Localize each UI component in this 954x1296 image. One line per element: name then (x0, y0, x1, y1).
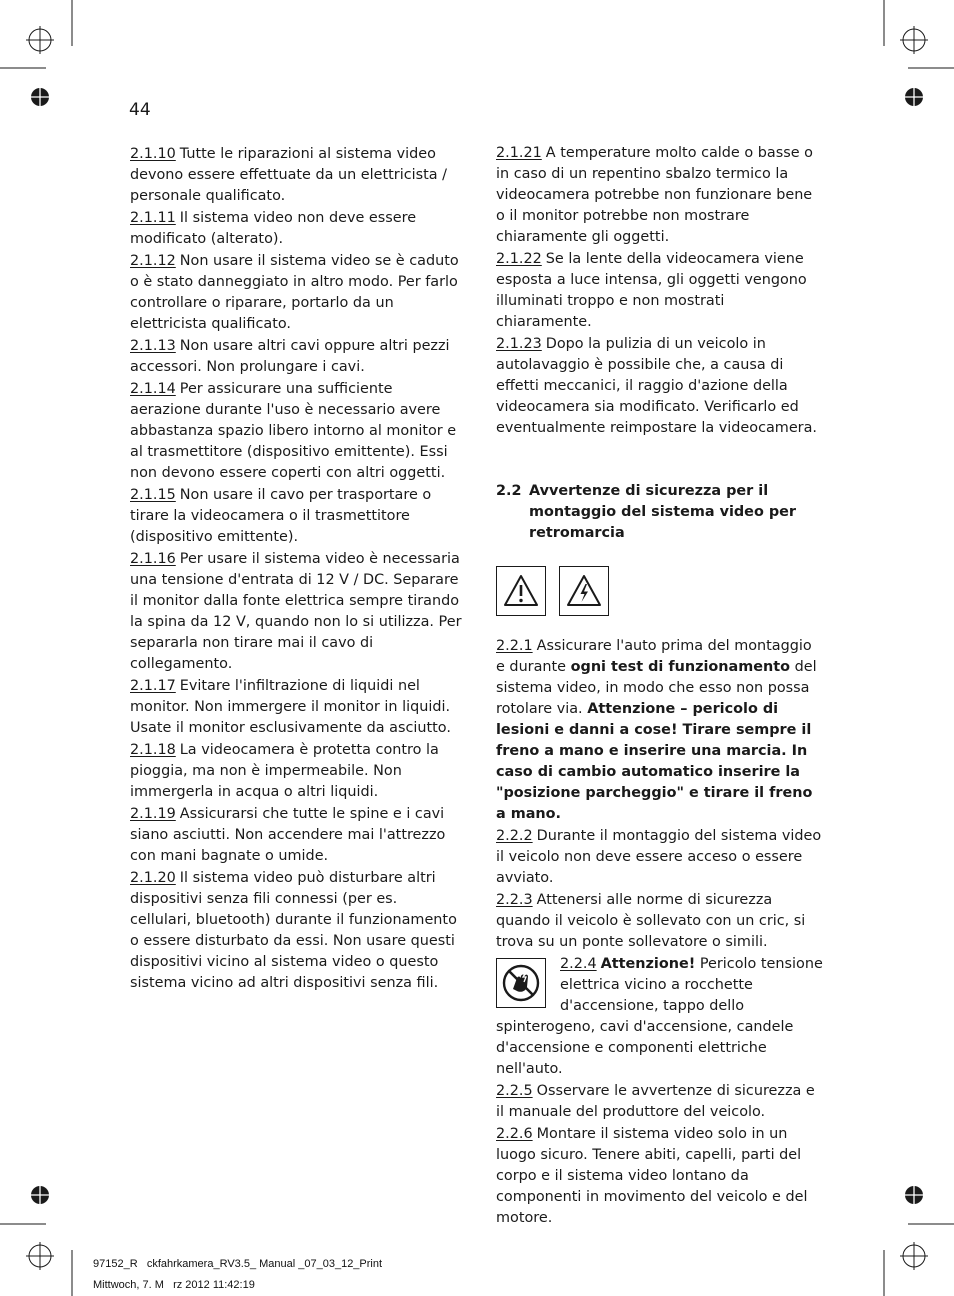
item-text: Evitare l'infiltrazione di liquidi nel monitor. Non immergere il monitor in liquidi. Usate il monitor esclusivamente da asciutto. (130, 678, 451, 736)
item-text: Dopo la pulizia di un veicolo in autolavaggio è possibile che, a causa di effetti meccanici, il raggio d'azione della videocamera sia modificato. Verificarlo ed eventualmente reimpostare la videocamera. (496, 336, 817, 436)
item-number: 2.1.10 (130, 146, 176, 162)
item-number: 2.2.6 (496, 1126, 533, 1142)
item-text: Non usare altri cavi oppure altri pezzi accessori. Non prolungare i cavi. (130, 338, 450, 375)
item-2-1-22 (496, 249, 824, 333)
item-number: 2.1.13 (130, 338, 176, 354)
item-2-1-18 (130, 740, 462, 803)
item-number: 2.1.21 (496, 145, 542, 161)
item-text: Assicurarsi che tutte le spine e i cavi siano asciutti. Non accendere mai l'attrezzo con mani bagnate o umide. (130, 806, 446, 864)
section-title: Avvertenze di sicurezza per il montaggio del sistema video per retromarcia (529, 483, 796, 541)
item-2-1-20 (130, 868, 462, 994)
item-2-1-11 (130, 208, 462, 250)
item-number: 2.2.2 (496, 828, 533, 844)
no-hand-contact-icon (496, 958, 546, 1008)
item-number: 2.2.1 (496, 638, 533, 654)
item-2-1-14 (130, 379, 462, 484)
item-number: 2.1.15 (130, 487, 176, 503)
item-bold-text: Attenzione! (600, 956, 696, 972)
item-text: Tutte le riparazioni al sistema video devono essere effettuate da un elettricista / personale qualificato. (130, 146, 447, 204)
section-number: 2.2 (496, 483, 522, 499)
item-text: Il sistema video non deve essere modificato (alterato). (130, 210, 417, 247)
item-number: 2.1.17 (130, 678, 176, 694)
item-text: Per assicurare una sufficiente aerazione durante l'uso è necessario avere abbastanza spazio libero intorno al monitor e al trasmettitore (dispositivo emittente). Essi non devono essere coperti con altri oggetti. (130, 381, 457, 481)
item-2-1-16 (130, 549, 462, 675)
item-2-1-12 (130, 251, 462, 335)
item-text: Montare il sistema video solo in un luogo sicuro. Tenere abiti, capelli, parti del corpo e il sistema video lontano da componenti in movimento del veicolo e del motore. (496, 1126, 808, 1226)
section-heading (496, 481, 796, 544)
item-2-2-3 (496, 890, 824, 953)
item-2-2-4 (496, 954, 824, 1080)
footer-timestamp: Mittwoch, 7. M rz 2012 11:42:19 (93, 1279, 255, 1291)
item-2-1-23 (496, 334, 824, 439)
item-text: La videocamera è protetta contro la pioggia, ma non è impermeabile. Non immergerla in acqua o altri liquidi. (130, 742, 439, 800)
item-2-1-15 (130, 485, 462, 548)
item-text: Per usare il sistema video è necessaria una tensione d'entrata di 12 V / DC. Separare il monitor dalla fonte elettrica sempre tirando la spina da 12 V, quando non lo si utilizza. Per separarla non tirare mai il cavo di collegamento. (130, 551, 462, 672)
item-number: 2.1.16 (130, 551, 176, 567)
item-number: 2.2.4 (560, 956, 597, 972)
item-number: 2.1.18 (130, 742, 176, 758)
print-footer (93, 1254, 382, 1296)
page-number: 44 (129, 100, 151, 120)
item-2-1-17 (130, 676, 462, 739)
item-2-2-1 (496, 636, 824, 825)
item-number: 2.1.19 (130, 806, 176, 822)
right-column (496, 143, 824, 1230)
item-text: Osservare le avvertenze di sicurezza e il manuale del produttore del veicolo. (496, 1083, 815, 1120)
item-text: Se la lente della videocamera viene esposta a luce intensa, gli oggetti vengono illuminati troppo e non mostrati chiaramente. (496, 251, 807, 330)
warning-icons (496, 566, 824, 616)
item-warning-text: Attenzione – pericolo di lesioni e danni a cose! Tirare sempre il freno a mano e inserire una marcia. In caso di cambio automatico inserire la "posizione parcheggio" e tirare il freno a mano. (496, 701, 813, 822)
item-2-1-13 (130, 336, 462, 378)
item-text: Assicurare l'auto prima del montaggio e durante (496, 638, 812, 675)
item-number: 2.1.23 (496, 336, 542, 352)
item-2-2-5 (496, 1081, 824, 1123)
item-2-1-21 (496, 143, 824, 248)
item-text: A temperature molto calde o basse o in caso di un repentino sbalzo termico la videocamera potrebbe non funzionare bene o il monitor potrebbe non mostrare chiaramente gli oggetti. (496, 145, 813, 245)
item-text: Non usare il sistema video se è caduto o è stato danneggiato in altro modo. Per farlo controllare o riparare, portarlo da un elettricista qualificato. (130, 253, 459, 332)
item-number: 2.1.11 (130, 210, 176, 226)
item-text: Attenersi alle norme di sicurezza quando il veicolo è sollevato con un cric, si trova su un ponte sollevatore o simili. (496, 892, 806, 950)
electric-hazard-icon (559, 566, 609, 616)
item-number: 2.1.14 (130, 381, 176, 397)
item-number: 2.2.5 (496, 1083, 533, 1099)
left-column (130, 144, 462, 995)
warning-triangle-icon (496, 566, 546, 616)
item-number: 2.1.22 (496, 251, 542, 267)
item-text: Pericolo tensione elettrica vicino a rocchette d'accensione, tappo dello spinterogeno, cavi d'accensione, candele d'accensione e componenti elettriche nell'auto. (496, 956, 823, 1077)
item-text: Il sistema video può disturbare altri dispositivi senza fili connessi (per es. cellulari, bluetooth) durante il funzionamento o essere disturbato da essi. Non usare questi dispositivi vicino al sistema video o questo sistema vicino ad altri dispositivi senza fili. (130, 870, 457, 991)
footer-file-name: 97152_R ckfahrkamera_RV3.5_ Manual _07_03_12_Print (93, 1258, 383, 1270)
item-text: Non usare il cavo per trasportare o tirare la videocamera o il trasmettitore (dispositivo emittente). (130, 487, 432, 545)
item-number: 2.1.12 (130, 253, 176, 269)
item-number: 2.2.3 (496, 892, 533, 908)
item-2-1-19 (130, 804, 462, 867)
item-text: Durante il montaggio del sistema video il veicolo non deve essere acceso o essere avviato. (496, 828, 822, 886)
item-bold-text: ogni test di funzionamento (570, 659, 791, 675)
item-number: 2.1.20 (130, 870, 176, 886)
item-2-2-2 (496, 826, 824, 889)
item-2-1-10 (130, 144, 462, 207)
item-2-2-6 (496, 1124, 824, 1229)
item-text: del sistema video, in modo che esso non possa rotolare via. (496, 659, 817, 717)
